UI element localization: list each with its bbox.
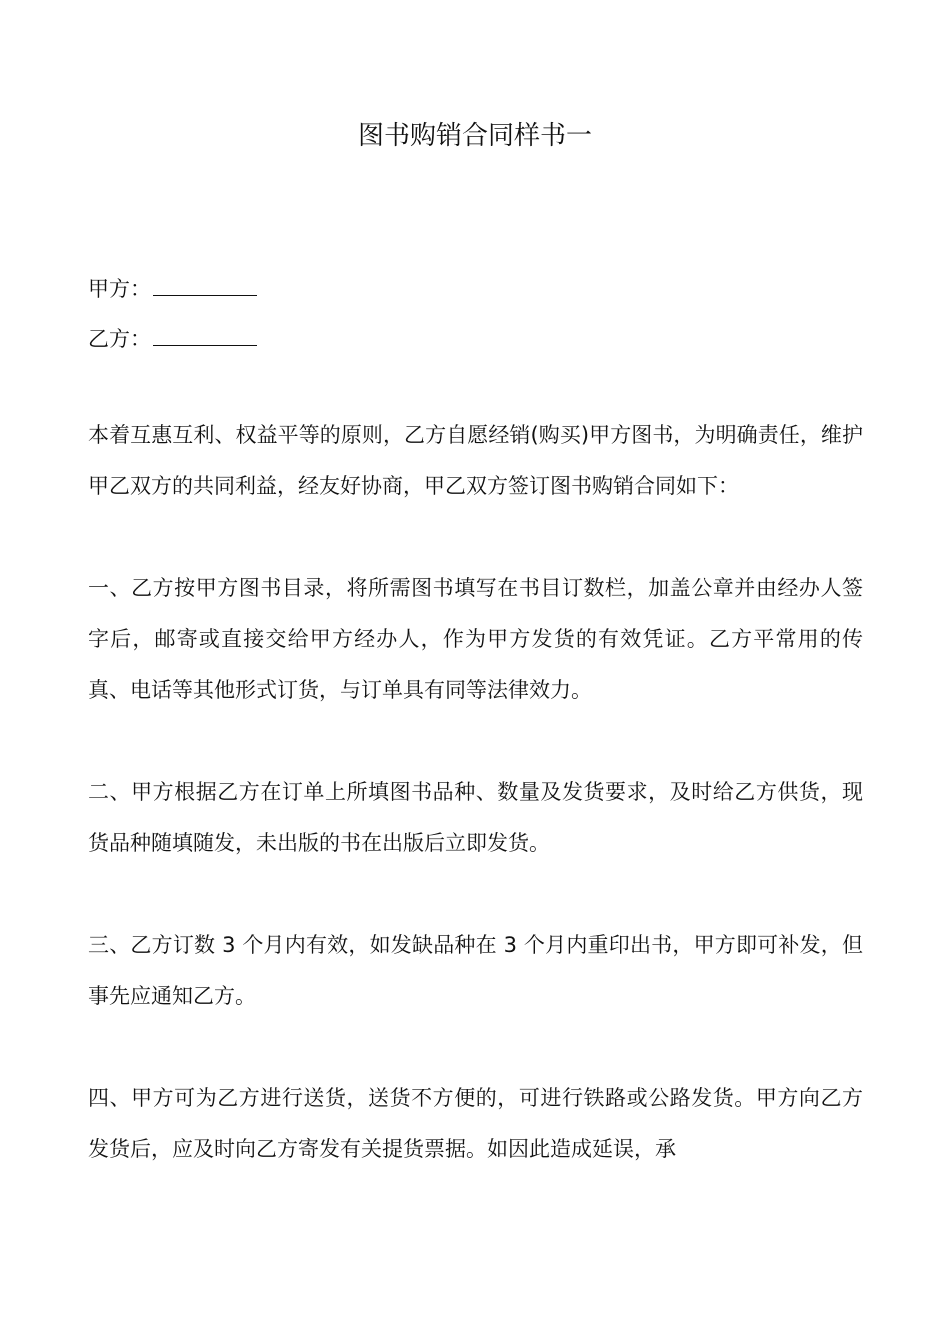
document-title: 图书购销合同样书一 bbox=[357, 121, 592, 151]
contract-body bbox=[88, 410, 863, 1175]
clause-2-paragraph: 二、甲方根据乙方在订单上所填图书品种、数量及发货要求，及时给乙方供货，现货品种随填随发，未出版的书在出版后立即发货。 bbox=[88, 780, 863, 855]
party-b-line bbox=[88, 314, 868, 364]
clause-3-paragraph: 三、乙方订数 3 个月内有效，如发缺品种在 3 个月内重印出书，甲方即可补发，但事先应通知乙方。 bbox=[88, 933, 863, 1008]
parties-section bbox=[88, 264, 868, 364]
party-a-line bbox=[88, 264, 868, 314]
party-b-blank bbox=[153, 325, 257, 346]
clause-1-paragraph: 一、乙方按甲方图书目录，将所需图书填写在书目订数栏，加盖公章并由经办人签字后，邮寄或直接交给甲方经办人，作为甲方发货的有效凭证。乙方平常用的传真、电话等其他形式订货，与订单具有同等法律效力。 bbox=[88, 576, 863, 702]
clause-4-paragraph: 四、甲方可为乙方进行送货，送货不方便的，可进行铁路或公路发货。甲方向乙方发货后，应及时向乙方寄发有关提货票据。如因此造成延误，承 bbox=[88, 1086, 863, 1161]
party-a-label: 甲方： bbox=[88, 277, 151, 301]
party-a-blank bbox=[153, 275, 257, 296]
preamble-paragraph: 本着互惠互利、权益平等的原则，乙方自愿经销(购买)甲方图书，为明确责任，维护甲乙双方的共同利益，经友好协商，甲乙双方签订图书购销合同如下： bbox=[88, 423, 863, 498]
party-b-label: 乙方： bbox=[88, 327, 151, 351]
